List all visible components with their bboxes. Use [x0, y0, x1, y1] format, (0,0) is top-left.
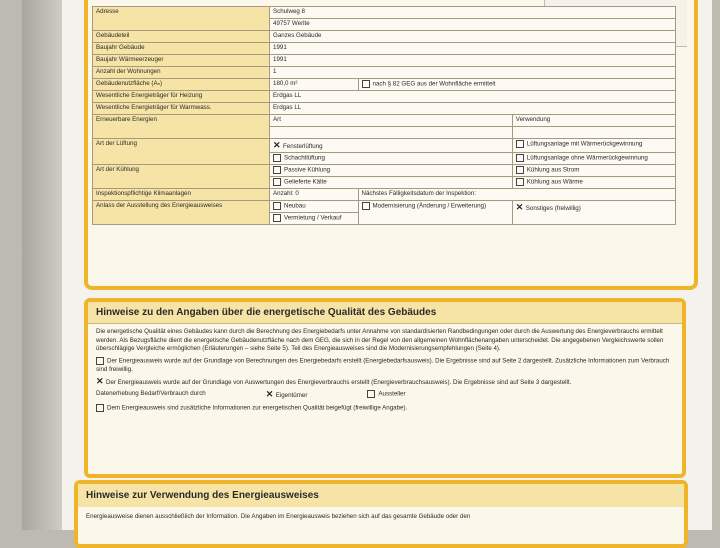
hinweise-opt2-label: Der Energieausweis wurde auf der Grundlage von Auswertungen des Energieverbrauchs erstellt (Energieverbrauchsausweis). Die Ergebnisse sind auf Seite 3 dargestellt. — [106, 378, 572, 386]
nutzflaeche-value: 180,0 m² — [270, 79, 359, 91]
anlass-opt1[interactable] — [270, 201, 359, 213]
anlass-opt3[interactable] — [512, 201, 675, 225]
baujahr-value: 1991 — [270, 43, 676, 55]
kuehlung-opt1-label: Passive Kühlung — [284, 166, 331, 174]
anlass-opt3-label: Sonstiges (freiwillig) — [525, 205, 581, 212]
checkbox-icon[interactable] — [96, 357, 104, 365]
nutzflaeche-option[interactable] — [358, 79, 675, 91]
cross-mark-icon: ✕ — [515, 202, 524, 212]
nutzflaeche-label: Gebäudenutzfläche (Aₙ) — [93, 79, 270, 91]
heizung-label: Wesentliche Energieträger für Heizung — [93, 91, 270, 103]
checkbox-icon[interactable] — [96, 404, 104, 412]
lueftung-opt1[interactable] — [270, 139, 513, 153]
erneuerbar-label: Erneuerbare Energien — [93, 115, 270, 139]
kuehlung-opt3-label: Kühlung aus Strom — [526, 166, 580, 174]
eigentuemer-option[interactable] — [266, 390, 308, 401]
hinweise-title: Hinweise zu den Angaben über die energetische Qualität des Gebäudes — [88, 302, 682, 324]
checkbox-icon[interactable] — [516, 166, 524, 174]
adresse-label: Adresse — [93, 7, 270, 31]
gebaeudeteil-label: Gebäudeteil — [93, 31, 270, 43]
klima-next: Nächstes Fälligkeitsdatum der Inspektion: — [358, 189, 675, 201]
kuehlung-opt4[interactable] — [512, 177, 675, 189]
kuehlung-opt2-label: Gelieferte Kälte — [284, 178, 327, 186]
adresse-line1: Schulweg 8 — [270, 7, 676, 19]
cross-mark-icon: ✕ — [96, 375, 104, 386]
gebaeudeteil-value: Ganzes Gebäude — [270, 31, 676, 43]
erneuerbar-art: Art — [270, 115, 513, 127]
checkbox-icon[interactable] — [362, 202, 370, 210]
waermeerzeuger-label: Baujahr Wärmeerzeuger — [93, 55, 270, 67]
hinweise-opt1-label: Der Energieausweis wurde auf der Grundlage von Berechnungen des Energiebedarfs erstellt (Energiebedarfsausweis). Die Ergebnisse sind auf Seite 2 dargestellt. Zusätzliche Informationen zum Verbrauch sind freiwillig. — [96, 357, 670, 374]
hinweise-opt3-label: Dem Energieausweis sind zusätzliche Informationen zur energetischen Qualität beigefügt (freiwillige Angabe). — [107, 404, 408, 412]
checkbox-icon[interactable] — [273, 154, 281, 162]
checkbox-icon[interactable] — [273, 178, 281, 186]
aussteller-option[interactable] — [367, 390, 405, 401]
anlass-opt4[interactable] — [270, 213, 359, 225]
verwendung-text: Energieausweise dienen ausschließlich der Information. Die Angaben im Energieausweis beziehen sich auf das gesamte Gebäude oder den — [86, 513, 471, 520]
lueftung-opt2-label: Schachtlüftung — [284, 154, 325, 162]
lueftung-opt3[interactable] — [512, 139, 675, 153]
checkbox-icon[interactable] — [516, 140, 524, 148]
lueftung-opt3-label: Lüftungsanlage mit Wärmerückgewinnung — [526, 140, 643, 148]
wohnungen-value: 1 — [270, 67, 676, 79]
checkbox-icon[interactable] — [516, 154, 524, 162]
hinweise-opt1[interactable] — [96, 357, 674, 375]
baujahr-label: Baujahr Gebäude — [93, 43, 270, 55]
lueftung-label: Art der Lüftung — [93, 139, 270, 165]
checkbox-icon[interactable] — [516, 178, 524, 186]
checkbox-icon[interactable] — [362, 80, 370, 88]
eigentuemer-label: Eigentümer — [275, 392, 308, 400]
checkbox-icon[interactable] — [273, 202, 281, 210]
datenerhebung-label: Datenerhebung Bedarf/Verbrauch durch — [96, 390, 206, 398]
erneuerbar-verwendung: Verwendung — [512, 115, 675, 127]
verwendung-section — [74, 480, 688, 548]
hinweise-opt2[interactable] — [96, 377, 674, 388]
anlass-opt4-label: Vermietung / Verkauf — [284, 214, 342, 222]
verwendung-title: Hinweise zur Verwendung des Energieausweises — [78, 484, 684, 507]
hinweise-intro: Die energetische Qualität eines Gebäudes kann durch die Berechnung des Energiebedarfs unter Annahme von standardisierten Randbedingungen oder durch die Auswertung des Energieverbrauchs ermittelt werden. Als Bezugsfläche dient die energetische Gebäudenutzfläche nach dem GEG, die sich in der Regel von den allgemeinen Wohnflächenangaben unterscheidet. Die angegebenen Vergleichswerte sollen überschlägige Vergleiche ermöglichen (Erläuterungen – siehe Seite 5). Teil des Energieausweises sind die Modernisierungsempfehlungen (Seite 4). — [96, 328, 664, 353]
lueftung-opt4-label: Lüftungsanlage ohne Wärmerückgewinnung — [526, 154, 648, 162]
anlass-opt2-label: Modernisierung (Änderung / Erweiterung) — [372, 202, 487, 210]
anlass-opt1-label: Neubau — [284, 202, 306, 210]
page-shadow — [22, 0, 62, 530]
cross-mark-icon: ✕ — [273, 140, 281, 150]
waermeerzeuger-value: 1991 — [270, 55, 676, 67]
lueftung-opt1-label: Fensterlüftung — [283, 143, 323, 150]
heizung-value: Erdgas LL — [270, 91, 676, 103]
wohnungen-label: Anzahl der Wohnungen — [93, 67, 270, 79]
kuehlung-label: Art der Kühlung — [93, 165, 270, 189]
kuehlung-opt2[interactable] — [270, 177, 513, 189]
kuehlung-opt4-label: Kühlung aus Wärme — [526, 178, 583, 186]
lueftung-opt2[interactable] — [270, 153, 513, 165]
klima-value: Anzahl: 0 — [270, 189, 359, 201]
checkbox-icon[interactable] — [367, 390, 375, 398]
lueftung-opt4[interactable] — [512, 153, 675, 165]
warmwasser-label: Wesentliche Energieträger für Warmwass. — [93, 103, 270, 115]
hinweise-opt3[interactable] — [96, 404, 674, 413]
cross-mark-icon: ✕ — [265, 389, 274, 400]
kuehlung-opt1[interactable] — [270, 165, 513, 177]
anlass-opt2[interactable] — [358, 201, 512, 225]
building-data-table — [92, 6, 676, 225]
checkbox-icon[interactable] — [273, 166, 281, 174]
klima-label: Inspektionspflichtige Klimaanlagen — [93, 189, 270, 201]
kuehlung-opt3[interactable] — [512, 165, 675, 177]
checkbox-icon[interactable] — [273, 214, 281, 222]
aussteller-label: Aussteller — [378, 390, 406, 398]
adresse-line2: 49757 Werlte — [270, 19, 676, 31]
anlass-label: Anlass der Ausstellung des Energieausweises — [93, 201, 270, 225]
warmwasser-value: Erdgas LL — [270, 103, 676, 115]
nutzflaeche-option-label: nach § 82 GEG aus der Wohnfläche ermittelt — [372, 80, 496, 88]
hinweise-section — [84, 298, 686, 478]
